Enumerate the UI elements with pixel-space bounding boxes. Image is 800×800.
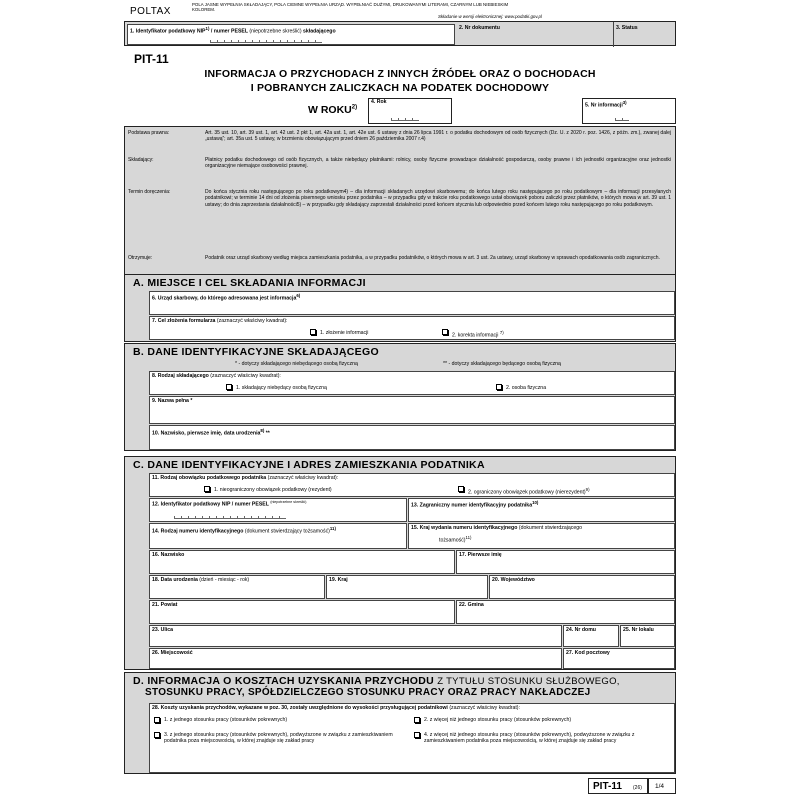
status-label: 3. Status xyxy=(616,25,638,31)
year-label: W ROKU$^{2)}$ xyxy=(308,104,358,116)
footer-page-box xyxy=(648,778,676,794)
form-code: PIT-11 xyxy=(134,52,169,66)
info-number-field[interactable]: 5. Nr informacji$^{3)}$ xyxy=(582,98,676,124)
submitter-person-label: 2. osoba fizyczna xyxy=(506,385,547,391)
taxpayer-nip-field[interactable]: 12. Identyfikator podatkowy NIP / numer PESEL $^{(niepotrzebne skreślić)}$ xyxy=(149,498,407,522)
surname-name-birthdate-field[interactable]: 10. Nazwisko, pierwsze imię, data urodzenia$^{8)}$ ** xyxy=(149,425,675,450)
section-b-note-1: * - dotyczy składającego niebędącego osobą fizyczną xyxy=(235,361,358,367)
obligation-limited-label: 2. ograniczony obowiązek podatkowy (nierezydent)$^{9)}$ xyxy=(468,487,590,496)
costs-one-job-label: 1. z jednego stosunku pracy (stosunków pokrewnych) xyxy=(164,717,288,723)
section-a xyxy=(124,274,676,342)
legal-text-2: Płatnicy podatku dochodowego od osób fizycznych, a także niebędący płatnikami: rolnicy, osoby fizyczne prowadzące działalność gospodarczą, osoby prawne i ich jednostki organizacyjne oraz jednostki organizacyjne niemające osobowości prawnej. xyxy=(205,157,671,170)
submitter-person-checkbox[interactable] xyxy=(496,384,502,390)
section-b xyxy=(124,343,676,451)
voivodeship-field[interactable]: 20. Województwo xyxy=(489,575,675,599)
nip-digit-grid xyxy=(210,40,322,43)
submitter-nonperson-label: 1. składający niebędący osobą fizyczną xyxy=(236,385,327,391)
tax-office-field[interactable]: 6. Urząd skarbowy, do którego adresowana jest informacja$^{6)}$ xyxy=(149,291,675,315)
costs-multiple-jobs-label: 2. z więcej niż jednego stosunku pracy (stosunków pokrewnych) xyxy=(424,717,572,723)
purpose-correction-checkbox[interactable] xyxy=(442,329,448,335)
section-b-title: B. DANE IDENTYFIKACYJNE SKŁADAJĄCEGO xyxy=(133,346,379,358)
obligation-unlimited-checkbox[interactable] xyxy=(204,486,210,492)
purpose-correction-label: 2. korekta informacji $^{7)}$ xyxy=(452,330,504,339)
costs-multiple-jobs-checkbox[interactable] xyxy=(414,717,420,723)
year-field[interactable]: 4. Rok xyxy=(368,98,452,124)
brand-logo: POLTAX xyxy=(130,6,171,17)
footer-page-number: 1/4 xyxy=(655,783,665,790)
tax-obligation-field: 11. Rodzaj obowiązku podatkowego podatnika (zaznaczyć właściwy kwadrat): 1. nieograniczony obowiązek podatkowy (rezydent) 2. ograniczony obowiązek podatkowy (nierezydent)$^{9)}$ xyxy=(149,473,675,497)
postal-code-field[interactable]: 27. Kod pocztowy xyxy=(563,648,675,669)
full-name-field[interactable]: 9. Nazwa pełna * xyxy=(149,396,675,424)
costs-multiple-jobs-raised-checkbox[interactable] xyxy=(414,732,420,738)
electronic-note: Składanie w wersji elektronicznej: www.podatki.gov.pl xyxy=(438,14,542,19)
footer-form-code-box xyxy=(588,778,648,794)
section-c-title: C. DANE IDENTYFIKACYJNE I ADRES ZAMIESZKANIA PODATNIKA xyxy=(133,459,485,471)
legal-text-1: Art. 35 ust. 10, art. 39 ust. 1, art. 42 ust. 2 pkt 1, art. 42a ust. 1, art. 42e ust. 6 ustawy z dnia 26 lipca 1991 r. o podatku dochodowym od osób fizycznych (Dz. U. z 2020 r. poz. 1426, z późn. zm.), zwanej dalej „ustawą”; art. 35a ust. 5 ustawy, w brzmieniu obowiązującym przed dniem 26 października 2007 r.4) xyxy=(205,130,671,143)
form-title-line2: I POBRANYCH ZALICZKACH NA PODATEK DOCHODOWY xyxy=(250,82,550,94)
costs-multiple-jobs-raised-label: 4. z więcej niż jednego stosunku pracy (stosunków pokrewnych), podwyższone w związku z zamieszkiwaniem podatnika poza miejscowością, w której znajduje się zakład pracy xyxy=(424,732,635,744)
pit11-form-page xyxy=(120,0,680,800)
footer-form-code: PIT-11 xyxy=(593,781,622,792)
surname-field[interactable]: 16. Nazwisko xyxy=(149,550,455,574)
city-field[interactable]: 26. Miejscowość xyxy=(149,648,562,669)
form-purpose-field: 7. Cel złożenia formularza (zaznaczyć właściwy kwadrat): 1. złożenie informacji 2. korekta informacji $^{7)}$ xyxy=(149,316,675,340)
commune-field[interactable]: 22. Gmina xyxy=(456,600,675,624)
section-d-title-line2: STOSUNKU PRACY, SPÓŁDZIELCZEGO STOSUNKU PRACY ORAZ PRACY NAKŁADCZEJ xyxy=(145,687,591,698)
country-field[interactable]: 19. Kraj xyxy=(326,575,488,599)
legal-label-1: Podstawa prawna: xyxy=(128,130,170,136)
submitter-nonperson-checkbox[interactable] xyxy=(226,384,232,390)
fill-instructions: POLA JASNE WYPEŁNIA SKŁADAJĄCY, POLA CIEMNE WYPEŁNIA URZĄD. WYPEŁNIAĆ DUŻYMI, DRUKOWANYMI LITERAMI, CZARNYM LUB NIEBIESKIM KOLOREM. xyxy=(192,2,509,13)
legal-label-4: Otrzymuje: xyxy=(128,255,153,261)
legal-label-3: Termin doręczenia: xyxy=(128,189,171,195)
legal-text-3: Do końca stycznia roku następującego po roku podatkowym4) – dla informacji składanych urzędowi skarbowemu; do końca lutego roku następującego po roku podatkowym – dla informacji przesyłanych podatnikowi; w terminie 14 dni od złożenia pisemnego wniosku przez podatnika – w przypadku gdy w trakcie roku podatkowego ustał obowiązek poboru zaliczki przez płatników, o których mowa w art. 39 ust. 1 ustawy; do dnia zaprzestania działalności5) – w przypadku gdy składający zaprzestali działalności przed końcem stycznia lub odpowiednio przed końcem lutego roku następującego po roku podatkowym. xyxy=(205,189,671,208)
house-number-field[interactable]: 24. Nr domu xyxy=(563,625,619,647)
obligation-limited-checkbox[interactable] xyxy=(458,486,464,492)
costs-one-job-raised-checkbox[interactable] xyxy=(154,732,160,738)
id-type-field[interactable]: 14. Rodzaj numeru identyfikacyjnego (dokument stwierdzający tożsamość)$^{11)}$ xyxy=(149,523,407,549)
foreign-id-field[interactable]: 13. Zagraniczny numer identyfikacyjny podatnika$^{10)}$ xyxy=(408,498,675,522)
legal-text-4: Podatnik oraz urząd skarbowy według miejsca zamieszkania podatnika, a w przypadku podatników, o których mowa w art. 3 ust. 2a ustawy, urząd skarbowy w sprawach opodatkowania osób zagranicznych. xyxy=(205,255,660,261)
county-field[interactable]: 21. Powiat xyxy=(149,600,455,624)
section-d-title-line1: D. INFORMACJA O KOSZTACH UZYSKANIA PRZYCHODU Z TYTUŁU STOSUNKU SŁUŻBOWEGO, xyxy=(133,675,620,687)
apartment-number-field[interactable]: 25. Nr lokalu xyxy=(620,625,675,647)
section-d xyxy=(124,672,676,774)
nip-field[interactable]: 1. Identyfikator podatkowy NIP$^{1)}$ / numer PESEL (niepotrzebne skreślić) składającego xyxy=(127,24,455,45)
legal-basis-block xyxy=(124,126,676,286)
purpose-submit-checkbox[interactable] xyxy=(310,329,316,335)
street-field[interactable]: 23. Ulica xyxy=(149,625,562,647)
first-name-field[interactable]: 17. Pierwsze imię xyxy=(456,550,675,574)
section-a-title: A. MIEJSCE I CEL SKŁADANIA INFORMACJI xyxy=(133,277,366,289)
office-fields-row xyxy=(124,21,676,46)
purpose-submit-label: 1. złożenie informacji xyxy=(320,330,369,336)
costs-one-job-raised-label: 3. z jednego stosunku pracy (stosunków pokrewnych), podwyższone w związku z zamieszkiwaniem podatnika poza miejscowością, w której znajduje się zakład pracy xyxy=(164,732,393,744)
income-costs-field: 28. Koszty uzyskania przychodów, wykazane w poz. 30, zostały uwzględnione do wysokości przysługującej podatnikowi (zaznaczyć właściwy kwadrat): 1. z jednego stosunku pracy (stosunków pokrewnych) 2. z więcej niż jednego stosunku pracy (stosunków pokrewnych) 3. z jednego stosunku pracy (stosunków pokrewnych), podwyższone w związku z zamieszkiwaniem podatnika poza miejscowością, w której znajduje się zakład pracy 4. z więcej niż jednego stosunku pracy (stosunków pokrewnych), podwyższone w związku z zamieszkiwaniem podatnika poza miejscowością, w której znajduje się zakład pracy xyxy=(149,703,675,773)
costs-one-job-checkbox[interactable] xyxy=(154,717,160,723)
form-title-line1: INFORMACJA O PRZYCHODACH Z INNYCH ŹRÓDEŁ ORAZ O DOCHODACH xyxy=(204,68,596,80)
obligation-unlimited-label: 1. nieograniczony obowiązek podatkowy (rezydent) xyxy=(214,487,332,493)
id-issuing-country-field[interactable]: 15. Kraj wydania numeru identyfikacyjnego (dokument stwierdzającego tożsamość)$^{11)}$ xyxy=(408,523,675,549)
section-c xyxy=(124,456,676,670)
section-b-note-2: ** - dotyczy składającego będącego osobą fizyczną xyxy=(443,361,561,367)
document-number-label: 2. Nr dokumentu xyxy=(459,25,500,31)
footer-form-version: (26) xyxy=(633,785,642,791)
birth-date-field[interactable]: 18. Data urodzenia (dzień - miesiąc - rok) xyxy=(149,575,325,599)
legal-label-2: Składający: xyxy=(128,157,154,163)
submitter-type-field: 8. Rodzaj składającego (zaznaczyć właściwy kwadrat): 1. składający niebędący osobą fizyczną 2. osoba fizyczna xyxy=(149,371,675,395)
